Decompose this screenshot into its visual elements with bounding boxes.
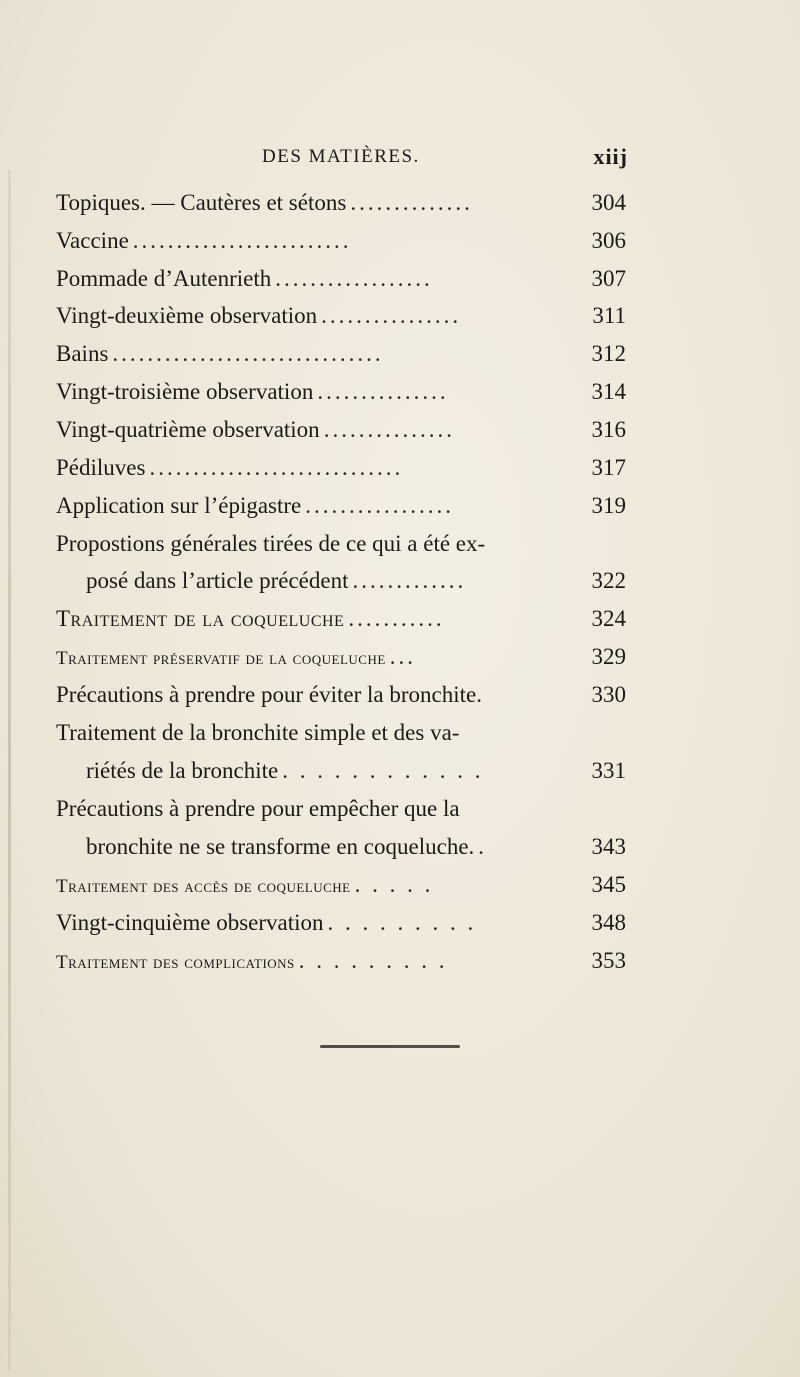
toc-entry bbox=[56, 716, 626, 750]
dot-leader: ........... bbox=[348, 606, 445, 631]
entry-title: Vaccine bbox=[56, 228, 129, 253]
entry-page: 345 bbox=[591, 872, 626, 897]
entry-page: 353 bbox=[591, 948, 626, 973]
entry-page: 343 bbox=[591, 834, 626, 859]
entry-title: Propostions générales tirées de ce qui a été ex- bbox=[56, 531, 486, 556]
entry-page: 307 bbox=[591, 266, 626, 291]
entry-title: riétés de la bronchite bbox=[86, 758, 279, 783]
toc-entry bbox=[56, 262, 626, 296]
entry-title: posé dans l’article précédent bbox=[86, 568, 349, 593]
dot-leader: ............................. bbox=[149, 455, 404, 480]
entry-title: Bains bbox=[56, 341, 109, 366]
toc-entry bbox=[56, 375, 626, 409]
dot-leader: . bbox=[478, 834, 488, 859]
toc-entry bbox=[56, 413, 626, 447]
entry-title: Traitement des accès de coqueluche bbox=[56, 876, 351, 897]
page-number: xiij bbox=[593, 144, 628, 169]
entry-title: Topiques. — Cautères et sétons bbox=[56, 190, 347, 215]
entry-page: 319 bbox=[591, 493, 626, 518]
entry-page: 317 bbox=[591, 455, 626, 480]
dot-leader: .................. bbox=[275, 266, 433, 291]
page-edge-shadow bbox=[8, 170, 11, 1370]
toc-entry-continuation bbox=[56, 564, 656, 598]
entry-title: Vingt-cinquième observation bbox=[56, 910, 324, 935]
dot-leader: . . . . . . . . . bbox=[298, 948, 448, 973]
dot-leader: . . . . . . . . . . . . bbox=[282, 758, 484, 783]
entry-title: Précautions à prendre pour éviter la bronchite. bbox=[56, 682, 482, 707]
dot-leader: . . . . . bbox=[354, 872, 434, 897]
toc-entry bbox=[56, 186, 626, 220]
toc-entry bbox=[56, 678, 626, 712]
toc-entry bbox=[56, 299, 626, 333]
entry-title: Vingt-quatrième observation bbox=[56, 417, 320, 442]
toc-entry bbox=[56, 868, 626, 902]
closing-rule bbox=[320, 1045, 460, 1048]
entry-title: Précautions à prendre pour empêcher que la bbox=[56, 796, 460, 821]
toc-entry-continuation bbox=[56, 830, 656, 864]
entry-page: 311 bbox=[592, 303, 626, 328]
entry-title: Traitement préservatif de la coqueluche bbox=[56, 648, 386, 669]
toc-entry bbox=[56, 337, 626, 371]
toc-entry bbox=[56, 640, 626, 674]
toc-entry bbox=[56, 792, 626, 826]
entry-title: Vingt-deuxième observation bbox=[56, 303, 318, 328]
entry-page: 306 bbox=[591, 228, 626, 253]
entry-title: Application sur l’épigastre bbox=[56, 493, 302, 518]
dot-leader: ......................... bbox=[132, 228, 352, 253]
entry-title: Traitement de la coqueluche bbox=[56, 606, 345, 631]
entry-title: Traitement des complications bbox=[56, 952, 295, 973]
entry-page: 312 bbox=[591, 341, 626, 366]
entry-title: bronchite ne se transforme en coqueluche. bbox=[86, 834, 475, 859]
entry-title: Traitement de la bronchite simple et des va- bbox=[56, 720, 460, 745]
dot-leader: . . . . . . . . . bbox=[327, 910, 477, 935]
dot-leader: ............... bbox=[323, 417, 455, 442]
toc-entry bbox=[56, 944, 626, 978]
dot-leader: .............. bbox=[350, 190, 473, 215]
toc-entry bbox=[56, 451, 626, 485]
toc-entry bbox=[56, 527, 626, 561]
entry-page: 330 bbox=[591, 682, 626, 707]
entry-page: 322 bbox=[591, 568, 626, 593]
entry-page: 348 bbox=[591, 910, 626, 935]
entry-page: 329 bbox=[591, 644, 626, 669]
toc-entry bbox=[56, 602, 626, 636]
toc-entry bbox=[56, 224, 626, 258]
toc-entry-continuation bbox=[56, 754, 656, 788]
toc-entry bbox=[56, 906, 626, 940]
dot-leader: ................. bbox=[305, 493, 455, 518]
dot-leader: ............. bbox=[352, 568, 467, 593]
dot-leader: ... bbox=[389, 644, 417, 669]
dot-leader: ................ bbox=[321, 303, 462, 328]
dot-leader: ............................... bbox=[112, 341, 384, 366]
entry-page: 316 bbox=[591, 417, 626, 442]
entry-page: 324 bbox=[591, 606, 626, 631]
entry-page: 331 bbox=[591, 758, 626, 783]
running-title: DES MATIÈRES. bbox=[262, 146, 420, 167]
entry-title: Pédiluves bbox=[56, 455, 146, 480]
entry-page: 304 bbox=[591, 190, 626, 215]
entry-title: Pommade d’Autenrieth bbox=[56, 266, 272, 291]
page-header bbox=[240, 138, 640, 172]
toc-entry bbox=[56, 489, 626, 523]
dot-leader: ............... bbox=[317, 379, 449, 404]
entry-page: 314 bbox=[591, 379, 626, 404]
entry-title: Vingt-troisième observation bbox=[56, 379, 314, 404]
